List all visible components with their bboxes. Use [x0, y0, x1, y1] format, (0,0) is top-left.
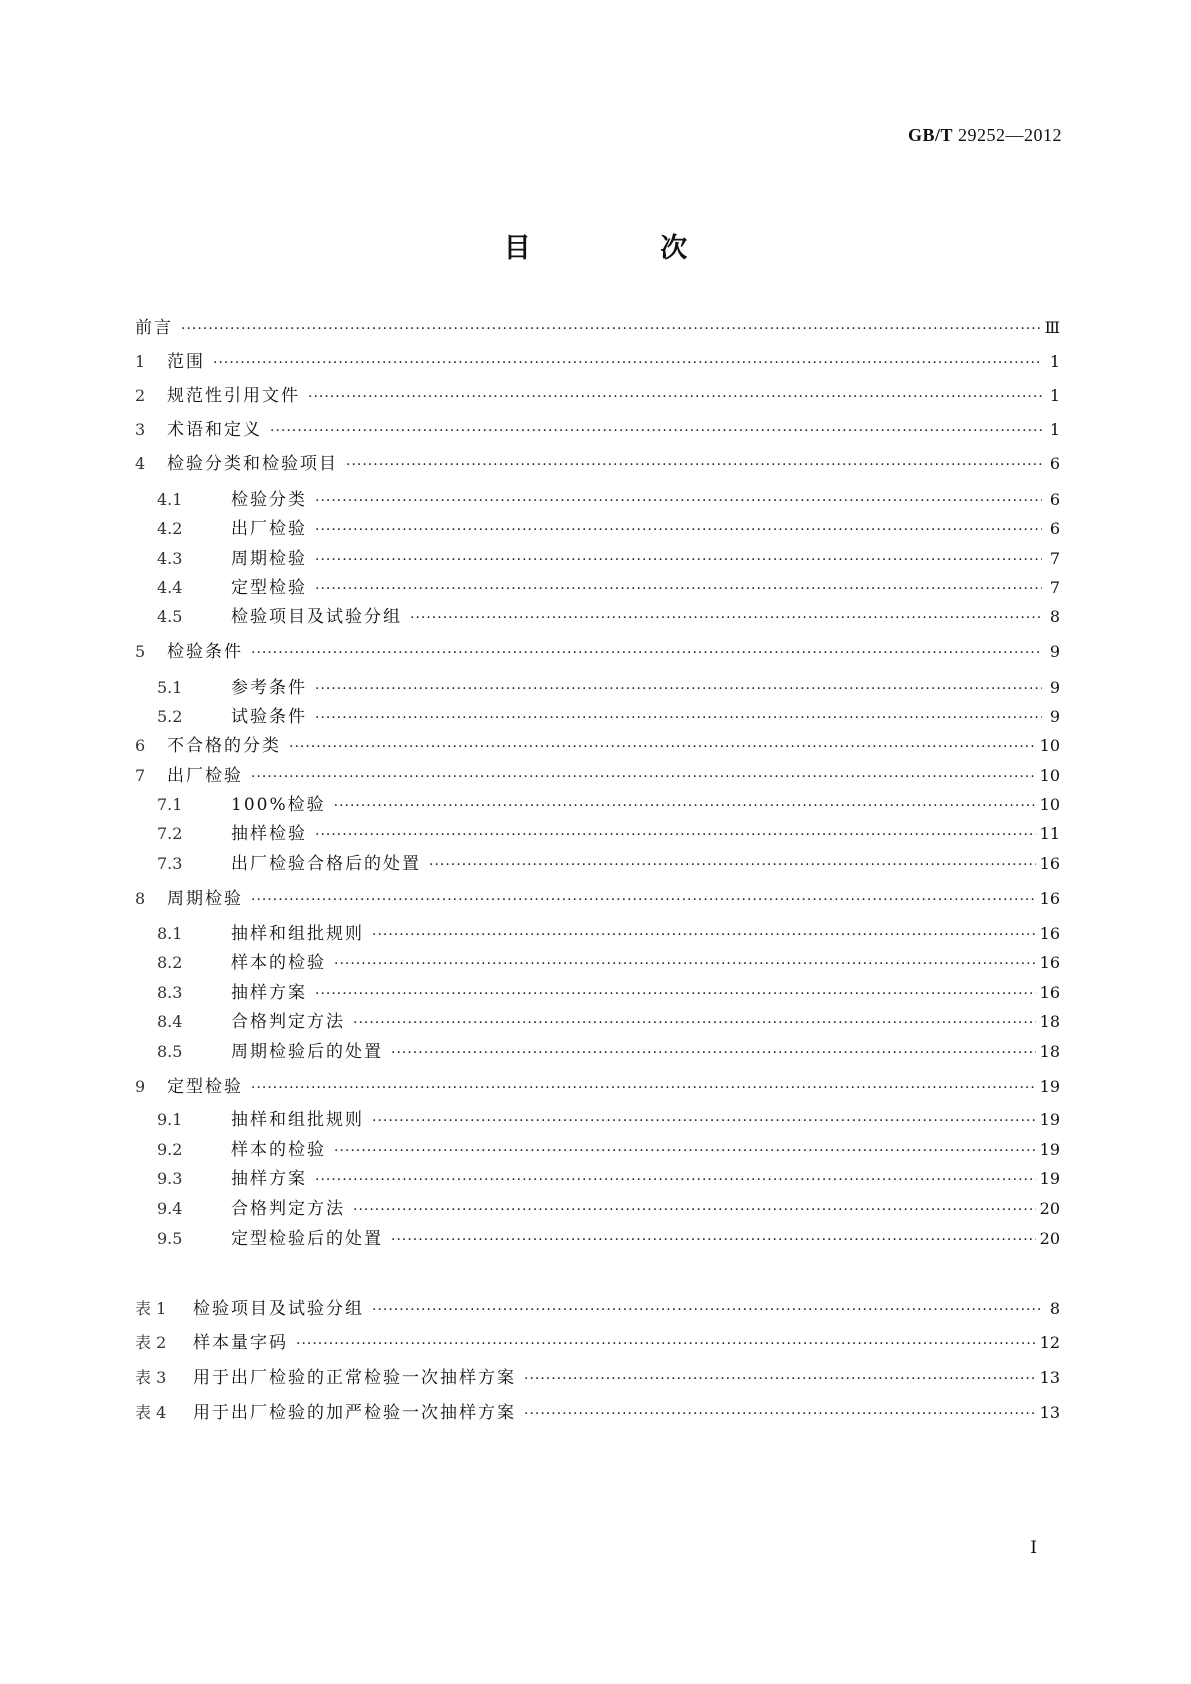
toc-entry-page: 10: [1039, 795, 1060, 814]
table-list-entry[interactable]: [135, 1398, 1060, 1424]
toc-entry-number: 5: [135, 642, 146, 661]
toc-entry-page: 20: [1039, 1199, 1060, 1218]
toc-entry-label: 定型检验后的处置: [231, 1229, 383, 1249]
toc-entry-number: 9.4: [157, 1199, 183, 1218]
toc-entry-number: 7.1: [157, 795, 183, 814]
toc-entry[interactable]: [135, 849, 1060, 875]
standard-code-prefix: GB/T: [907, 125, 953, 145]
table-list-entry-number: 表 3: [135, 1368, 167, 1387]
toc-entry[interactable]: [135, 573, 1060, 599]
toc-entry-page: 7: [1049, 549, 1060, 568]
toc-entry-label: 前言: [135, 318, 173, 338]
toc-entry-label: 周期检验: [231, 549, 307, 569]
toc-entry-label: 抽样方案: [231, 1169, 307, 1189]
table-list-entry-label: 检验项目及试验分组: [193, 1299, 364, 1319]
toc-entry[interactable]: [135, 514, 1060, 540]
toc-entry[interactable]: [135, 1105, 1060, 1131]
toc-entry[interactable]: [135, 731, 1060, 757]
toc-entry-number: 8.1: [157, 924, 183, 943]
toc-entry-page: 16: [1039, 983, 1060, 1002]
toc-entry-label: 定型检验: [231, 578, 307, 598]
toc-entry-page: 19: [1039, 1077, 1060, 1096]
toc-entry-label: 检验分类和检验项目: [167, 454, 338, 474]
dot-leader: [410, 610, 1042, 626]
toc-entry-number: 4.5: [157, 607, 183, 626]
toc-entry-page: 19: [1039, 1169, 1060, 1188]
toc-entry[interactable]: [135, 544, 1060, 570]
dot-leader: [524, 1406, 1036, 1422]
toc-entry-page: 1: [1049, 352, 1060, 371]
toc-entry-label: 试验条件: [231, 707, 307, 727]
toc-entry-label: 检验项目及试验分组: [231, 607, 402, 627]
table-list-entry-label: 用于出厂检验的加严检验一次抽样方案: [193, 1403, 516, 1423]
dot-leader: [315, 552, 1042, 568]
dot-leader: [524, 1371, 1036, 1387]
toc-entry-label: 抽样和组批规则: [231, 924, 364, 944]
toc-entry-label: 出厂检验: [231, 519, 307, 539]
table-list-entry-number: 表 1: [135, 1299, 167, 1318]
toc-entry[interactable]: [135, 602, 1060, 628]
toc-entry[interactable]: [135, 1072, 1060, 1098]
toc-entry-label: 抽样检验: [231, 824, 307, 844]
toc-entry-label: 术语和定义: [167, 420, 262, 440]
toc-entry-page: 8: [1049, 607, 1060, 626]
dot-leader: [315, 493, 1042, 509]
dot-leader: [315, 827, 1036, 843]
dot-leader: [372, 1113, 1036, 1129]
dot-leader: [334, 1143, 1036, 1159]
toc-entry-page: 20: [1039, 1229, 1060, 1248]
toc-entry[interactable]: [135, 790, 1060, 816]
table-list-entry[interactable]: [135, 1294, 1060, 1320]
toc-entry-page: 9: [1049, 678, 1060, 697]
toc-entry-page: 7: [1049, 578, 1060, 597]
dot-leader: [315, 1172, 1036, 1188]
toc-entry-page: 6: [1049, 519, 1060, 538]
toc-entry[interactable]: [135, 449, 1060, 475]
toc-entry[interactable]: [135, 1037, 1060, 1063]
toc-entry-page: 19: [1039, 1110, 1060, 1129]
toc-entry-label: 规范性引用文件: [167, 386, 300, 406]
toc-entry[interactable]: [135, 819, 1060, 845]
toc-entry-page: 10: [1039, 736, 1060, 755]
page-number: I: [1030, 1538, 1037, 1558]
dot-leader: [315, 522, 1042, 538]
standard-code: [908, 125, 1062, 146]
table-list-entry-page: 8: [1049, 1299, 1060, 1318]
toc-entry[interactable]: [135, 761, 1060, 787]
toc-entry[interactable]: [135, 1164, 1060, 1190]
toc-entry-label: 定型检验: [167, 1077, 243, 1097]
toc-entry[interactable]: [135, 1007, 1060, 1033]
toc-entry-number: 9.1: [157, 1110, 183, 1129]
toc-entry-number: 8.4: [157, 1012, 183, 1031]
toc-entry[interactable]: [135, 978, 1060, 1004]
dot-leader: [213, 355, 1042, 371]
toc-entry-number: 8.3: [157, 983, 183, 1002]
toc-entry-label: 样本的检验: [231, 953, 326, 973]
page-title: 目 次: [503, 233, 748, 264]
toc-entry-label: 合格判定方法: [231, 1199, 345, 1219]
toc-entry-page: 9: [1049, 642, 1060, 661]
toc-entry-number: 9.3: [157, 1169, 183, 1188]
toc-entry-number: 2: [135, 386, 146, 405]
toc-entry-page: 9: [1049, 707, 1060, 726]
toc-entry-page: Ⅲ: [1044, 318, 1060, 337]
dot-leader: [296, 1336, 1036, 1352]
dot-leader: [334, 956, 1036, 972]
toc-entry-number: 4.1: [157, 490, 183, 509]
toc-entry-label: 抽样和组批规则: [231, 1110, 364, 1130]
toc-entry-number: 6: [135, 736, 146, 755]
toc-entry[interactable]: [135, 948, 1060, 974]
toc-entry[interactable]: [135, 1224, 1060, 1250]
toc-entry-label: 周期检验: [167, 889, 243, 909]
toc-entry-page: 16: [1039, 953, 1060, 972]
table-list-entry[interactable]: [135, 1363, 1060, 1389]
toc-entry-label: 出厂检验: [167, 766, 243, 786]
toc-entry[interactable]: [135, 1135, 1060, 1161]
table-list-entry-page: 12: [1039, 1333, 1060, 1352]
dot-leader: [391, 1045, 1036, 1061]
toc-entry-page: 18: [1039, 1012, 1060, 1031]
dot-leader: [353, 1202, 1036, 1218]
toc-entry[interactable]: [135, 313, 1060, 339]
toc-entry[interactable]: [135, 347, 1060, 373]
toc-entry-page: 16: [1039, 889, 1060, 908]
dot-leader: [251, 892, 1036, 908]
dot-leader: [308, 389, 1042, 405]
toc-entry-page: 16: [1039, 854, 1060, 873]
toc-entry-number: 7.3: [157, 854, 183, 873]
toc-entry-number: 8.2: [157, 953, 183, 972]
toc-entry-number: 9.2: [157, 1140, 183, 1159]
dot-leader: [372, 927, 1036, 943]
toc-entry[interactable]: [135, 485, 1060, 511]
toc-entry[interactable]: [135, 1194, 1060, 1220]
dot-leader: [391, 1232, 1036, 1248]
table-list-entry-page: 13: [1039, 1368, 1060, 1387]
toc-entry-label: 出厂检验合格后的处置: [231, 854, 421, 874]
dot-leader: [315, 581, 1042, 597]
dot-leader: [315, 710, 1042, 726]
toc-entry-page: 11: [1039, 824, 1060, 843]
toc-entry-number: 4.3: [157, 549, 183, 568]
toc-entry-number: 5.1: [157, 678, 183, 697]
dot-leader: [429, 857, 1036, 873]
toc-entry-label: 检验分类: [231, 490, 307, 510]
toc-entry[interactable]: [135, 702, 1060, 728]
toc-entry-number: 8: [135, 889, 146, 908]
toc-entry-label: 不合格的分类: [167, 736, 281, 756]
toc-entry-page: 6: [1049, 490, 1060, 509]
toc-entry-page: 10: [1039, 766, 1060, 785]
dot-leader: [181, 321, 1041, 337]
toc-entry-page: 6: [1049, 454, 1060, 473]
toc-entry-label: 抽样方案: [231, 983, 307, 1003]
table-list-entry-number: 表 2: [135, 1333, 167, 1352]
table-list-entry-number: 表 4: [135, 1403, 167, 1422]
toc-entry-number: 7: [135, 766, 146, 785]
toc-entry-number: 8.5: [157, 1042, 183, 1061]
dot-leader: [334, 798, 1036, 814]
table-list-entry-label: 用于出厂检验的正常检验一次抽样方案: [193, 1368, 516, 1388]
toc-entry[interactable]: [135, 919, 1060, 945]
toc-entry-number: 4.2: [157, 519, 183, 538]
toc-entry-page: 1: [1049, 420, 1060, 439]
toc-entry-label: 范围: [167, 352, 205, 372]
toc-entry-number: 4.4: [157, 578, 183, 597]
toc-entry-label: 样本的检验: [231, 1140, 326, 1160]
toc-entry-number: 5.2: [157, 707, 183, 726]
standard-code-number: 29252—2012: [958, 125, 1062, 145]
table-list-entry-page: 13: [1039, 1403, 1060, 1422]
dot-leader: [346, 457, 1042, 473]
toc-entry-page: 16: [1039, 924, 1060, 943]
toc-entry-page: 18: [1039, 1042, 1060, 1061]
toc-entry-label: 合格判定方法: [231, 1012, 345, 1032]
toc-entry-page: 19: [1039, 1140, 1060, 1159]
toc-entry[interactable]: [135, 884, 1060, 910]
table-list-entry-label: 样本量字码: [193, 1333, 288, 1353]
toc-entry[interactable]: [135, 381, 1060, 407]
toc-entry-number: 4: [135, 454, 146, 473]
toc-entry-label: 周期检验后的处置: [231, 1042, 383, 1062]
dot-leader: [251, 645, 1042, 661]
toc-entry-page: 1: [1049, 386, 1060, 405]
dot-leader: [372, 1302, 1042, 1318]
dot-leader: [315, 986, 1036, 1002]
toc-entry-number: 7.2: [157, 824, 183, 843]
toc-entry[interactable]: [135, 673, 1060, 699]
toc-entry-label: 检验条件: [167, 642, 243, 662]
toc-entry[interactable]: [135, 637, 1060, 663]
toc-entry-label: 参考条件: [231, 678, 307, 698]
toc-entry-number: 1: [135, 352, 146, 371]
toc-entry-number: 3: [135, 420, 146, 439]
dot-leader: [251, 1080, 1036, 1096]
dot-leader: [270, 423, 1042, 439]
dot-leader: [289, 739, 1036, 755]
toc-entry-label: 100%检验: [231, 795, 326, 815]
toc-entry-number: 9.5: [157, 1229, 183, 1248]
dot-leader: [315, 681, 1042, 697]
toc-entry-number: 9: [135, 1077, 146, 1096]
table-list-entry[interactable]: [135, 1328, 1060, 1354]
toc-entry[interactable]: [135, 415, 1060, 441]
dot-leader: [353, 1015, 1036, 1031]
dot-leader: [251, 769, 1036, 785]
